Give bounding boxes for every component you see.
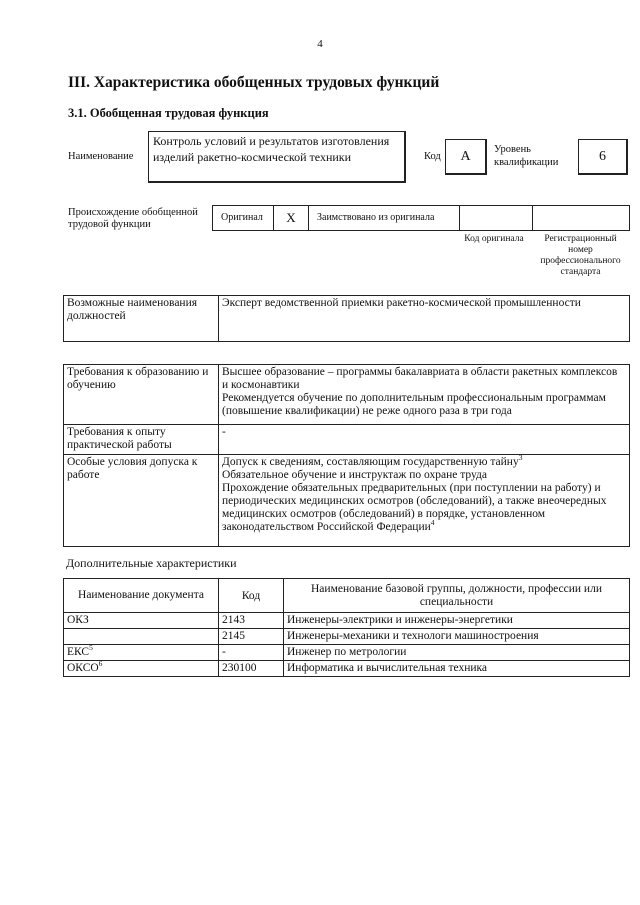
- row-code: 2143: [219, 613, 284, 629]
- original-label: Оригинал: [221, 212, 263, 223]
- row-code: -: [219, 645, 284, 661]
- education-label: Требования к образованию и обучению: [64, 365, 219, 425]
- row-doc: ОКЗ: [64, 613, 219, 629]
- special-conditions-label: Особые условия допуска к работе: [64, 455, 219, 547]
- row-doc: ЕКС$^5$: [64, 645, 219, 661]
- table-row: [64, 645, 630, 661]
- reg-caption: Регистрационный номер профессионального стандарта: [540, 234, 621, 277]
- name-label: Наименование: [68, 151, 134, 162]
- row-name: Инженер по метрологии: [284, 645, 630, 661]
- level-label: Уровень квалификации: [494, 144, 559, 168]
- row-code: 230100: [219, 661, 284, 677]
- special-line-1: Допуск к сведениям, составляющим государственную тайну$^3$: [222, 453, 523, 468]
- table-row: [64, 661, 630, 677]
- row-doc: ОКСО$^6$: [64, 661, 219, 677]
- positions-value: Эксперт ведомственной приемки ракетно-космической промышленности: [219, 296, 630, 342]
- requirements-table: [63, 364, 630, 547]
- level-value: 6: [578, 139, 628, 175]
- page-number: 4: [317, 38, 323, 50]
- education-line-2: Рекомендуется обучение по дополнительным профессиональным программам (повышение квалификации) не реже одного раза в три года: [222, 392, 606, 417]
- original-mark: Х: [273, 206, 309, 230]
- row-name: Информатика и вычислительная техника: [284, 661, 630, 677]
- table-row: [64, 629, 630, 645]
- special-conditions-value: [219, 455, 630, 547]
- row-name: Инженеры-электрики и инженеры-энергетики: [284, 613, 630, 629]
- experience-value: -: [219, 425, 630, 455]
- origin-label: Происхождение обобщенной трудовой функции: [68, 207, 198, 230]
- special-line-2: Обязательное обучение и инструктаж по охране труда: [222, 469, 487, 481]
- code-label: Код: [424, 151, 441, 162]
- experience-label: Требования к опыту практической работы: [64, 425, 219, 455]
- positions-label: Возможные наименования должностей: [64, 296, 219, 342]
- footnote-ref: 3: [518, 453, 523, 463]
- header-name: Наименование базовой группы, должности, профессии или специальности: [284, 579, 630, 613]
- row-name: Инженеры-механики и технологи машиностроения: [284, 629, 630, 645]
- function-name-box: [148, 131, 406, 183]
- origin-table: [212, 205, 630, 231]
- education-line-1: Высшее образование – программы бакалавриата в области ракетных комплексов и космонавтики: [222, 366, 618, 391]
- table-row: [64, 613, 630, 629]
- additional-table: [63, 578, 630, 677]
- header-code: Код: [219, 579, 284, 613]
- original-code-cell: [459, 206, 533, 230]
- subsection-title: 3.1. Обобщенная трудовая функция: [68, 106, 269, 120]
- borrowed-label: Заимствовано из оригинала: [317, 212, 435, 223]
- additional-title: Дополнительные характеристики: [66, 556, 237, 570]
- function-name: Контроль условий и результатов изготовления изделий ракетно-космической техники: [153, 134, 390, 164]
- positions-table: [63, 295, 630, 342]
- row-doc: [64, 629, 219, 645]
- code-value: А: [445, 139, 487, 175]
- row-code: 2145: [219, 629, 284, 645]
- education-value: [219, 365, 630, 425]
- code-caption: Код оригинала: [464, 234, 524, 244]
- section-title: III. Характеристика обобщенных трудовых функций: [68, 74, 440, 91]
- footnote-ref: 4: [430, 518, 435, 528]
- special-line-3: Прохождение обязательных предварительных (при поступлении на работу) и периодических медицинских осмотров (обследований), а также внеочередных медицинских осмотров (обследований) в порядке, установленном законодательством Российской Федерации$^4$: [222, 482, 607, 533]
- header-doc: Наименование документа: [64, 579, 219, 613]
